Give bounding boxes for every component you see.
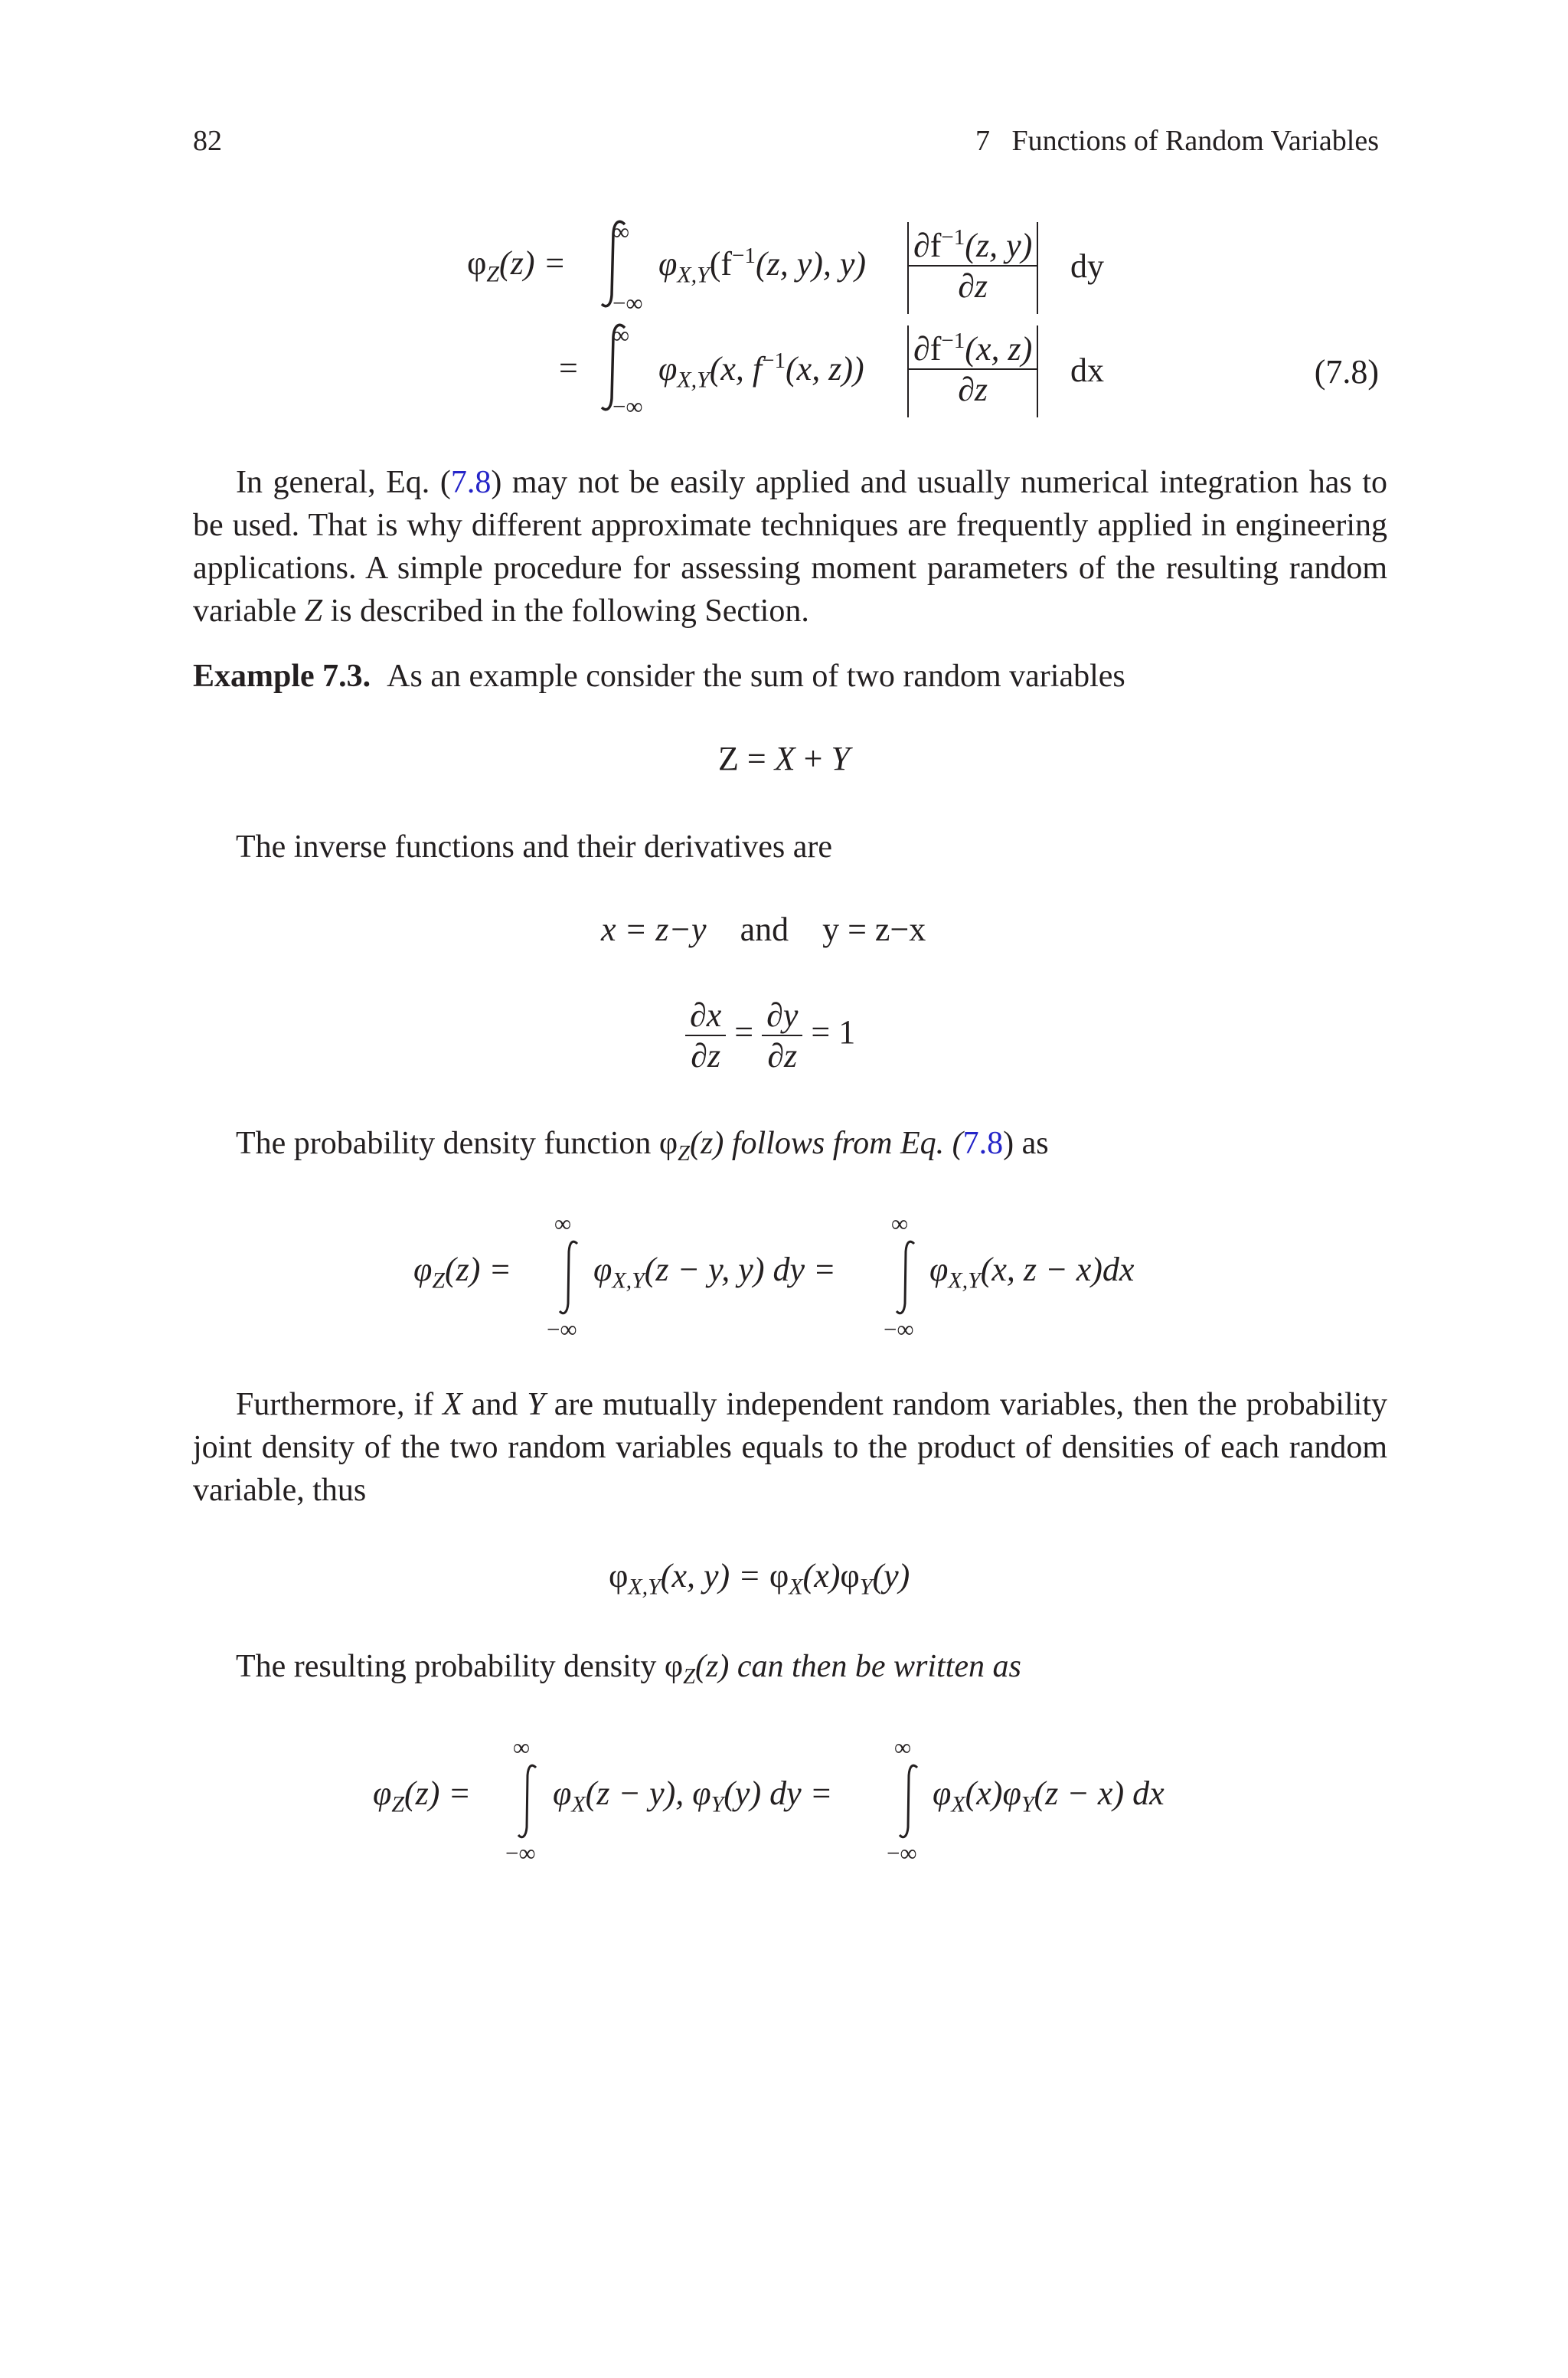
- eq-conv1-lower-a: −∞: [547, 1316, 577, 1343]
- eq-conv2-upper-b: ∞: [894, 1734, 912, 1761]
- example-7-3: Example 7.3. As an example consider the sum of two random variables: [193, 659, 1125, 694]
- eq-derivatives: $\frac{\partial x}{\partial z}$ = $\frac{\partial y}{\partial z}$ = 1: [685, 996, 855, 1075]
- eq-conv2-lhs: $\varphi_Z(z)$ =: [373, 1775, 472, 1817]
- chapter-title: Functions of Random Variables: [1011, 125, 1379, 157]
- eq-7-8-lhs: $\varphi_Z(z)$ =: [467, 244, 567, 287]
- paragraph-independence: Furthermore, if X and Y are mutually independent random variables, then the probability joint density of the two random variables equals to the product of densities of each random variable, thus: [193, 1387, 1387, 1508]
- eq-7-8-equals-2: =: [559, 349, 578, 387]
- eq-conv2-lower-b: −∞: [887, 1840, 917, 1866]
- page-number: 82: [193, 125, 222, 157]
- eq-conv1-upper-b: ∞: [891, 1210, 909, 1237]
- eq-7-8-jacobian-1: $\frac{\partial f^{-1}(z, y)}{\partial z}$: [907, 222, 1038, 314]
- eq-conv1-term2: $\varphi_{X,Y}(x$, z − x)dx: [929, 1251, 1135, 1294]
- eq-conv1-lower-b: −∞: [884, 1316, 914, 1343]
- paragraph-numerical-integration: In general, Eq. (7.8) may not be easily applied and usually numerical integration has to be used. That is why different approximate techniques are frequently applied in engineering applications. A simple procedure for assessing moment parameters of the resulting random variable Z is described in the following Section.: [193, 465, 1387, 629]
- paragraph-resulting-density: The resulting probability density $\varphi_Z(z)$ can then be written as: [236, 1649, 1021, 1689]
- example-label: Example 7.3.: [193, 659, 371, 694]
- eq-conv2-integral-a: [516, 1763, 539, 1843]
- eq-conv1-integral-b: [894, 1239, 917, 1320]
- eq-7-8-lower-1: −∞: [612, 289, 643, 316]
- paragraph-inverse-functions: The inverse functions and their derivatives are: [236, 829, 833, 865]
- equation-number-7-8: (7.8): [1314, 353, 1379, 391]
- integral-sign-6: [897, 1763, 920, 1840]
- eq-conv1-upper-a: ∞: [554, 1210, 572, 1237]
- eq-independence: $\varphi_{X,Y}(x$, $y) = \varphi_X(x)\varphi_Y(y)$: [609, 1557, 910, 1600]
- eq-conv2-upper-a: ∞: [513, 1734, 531, 1761]
- paragraph-pdf-follows: The probability density function $\varphi_Z(z)$ follows from Eq. (7.8) as: [236, 1126, 1049, 1166]
- eq-7-8-integrand-2: $\varphi_{X,Y}(x$, $f^{-1}(x$, z)): [658, 348, 864, 393]
- running-head: [975, 124, 1379, 158]
- eq-conv1-integral-a: [557, 1239, 580, 1320]
- eq-7-8-integrand-1: $\varphi_{X,Y}(f^{-1}(z$, y), y): [658, 244, 867, 288]
- eq-conv2-term1: $\varphi_X(z - y)$, $\varphi_Y(y)$ dy =: [553, 1775, 833, 1817]
- eq-7-8-dx: dx: [1070, 352, 1104, 389]
- equation-link-7-8-b[interactable]: 7.8: [962, 1126, 1004, 1161]
- eq-conv1-lhs: $\varphi_Z(z)$ =: [413, 1251, 512, 1294]
- eq-7-8-lower-2: −∞: [612, 393, 643, 420]
- eq-sum: Z = X + Y: [718, 740, 850, 777]
- eq-7-8-upper-1: ∞: [612, 218, 630, 245]
- equation-link-7-8[interactable]: 7.8: [450, 465, 492, 500]
- integral-sign-4: [894, 1239, 917, 1316]
- eq-7-8-upper-2: ∞: [612, 322, 630, 348]
- eq-7-8-dy: dy: [1070, 247, 1104, 285]
- integral-sign-3: [557, 1239, 580, 1316]
- eq-conv1-term1: $\varphi_{X,Y}(z - y$, y) dy =: [593, 1251, 836, 1294]
- eq-conv2-lower-a: −∞: [505, 1840, 536, 1866]
- eq-conv2-integral-b: [897, 1763, 920, 1843]
- eq-7-8-jacobian-2: $\frac{\partial f^{-1}(x, z)}{\partial z}$: [907, 325, 1038, 417]
- eq-conv2-term2: $\varphi_X(x)\varphi_Y(z - x)$ dx: [933, 1775, 1165, 1817]
- chapter-number: 7: [975, 125, 990, 157]
- integral-sign-5: [516, 1763, 539, 1840]
- eq-inverse: x = z−y and y = z−x: [601, 911, 926, 948]
